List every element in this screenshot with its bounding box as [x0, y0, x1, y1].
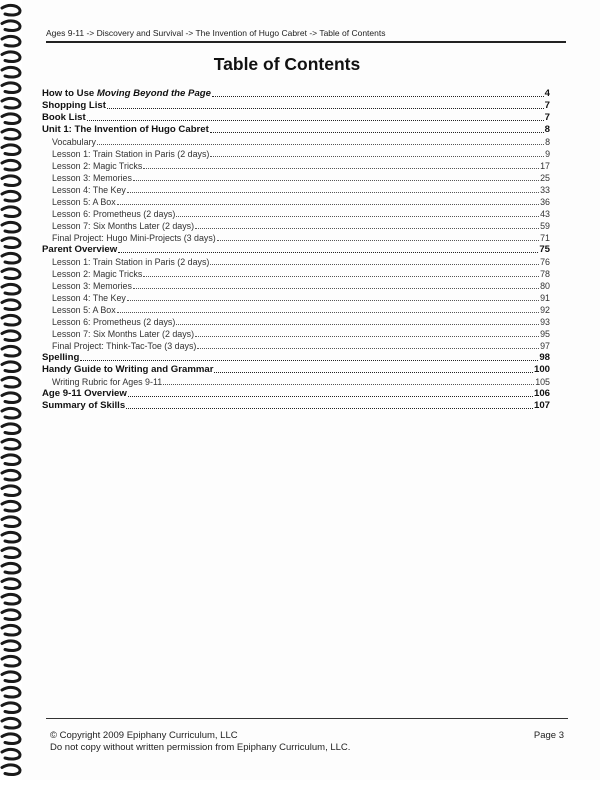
binding-coil [2, 5, 20, 15]
toc-entry-label: Book List [42, 112, 86, 123]
dot-leader [118, 251, 538, 253]
binding-coil [2, 377, 20, 387]
toc-entry-label-prefix: How to Use [42, 88, 97, 99]
binding-coil [2, 52, 20, 62]
toc-entry [42, 244, 550, 256]
toc-entry-page: 8 [545, 137, 550, 147]
dot-leader [197, 347, 539, 349]
binding-coil [2, 641, 20, 651]
toc-entry [42, 280, 550, 292]
toc-entry-label: Age 9-11 Overview [42, 388, 127, 399]
binding-coil [2, 532, 20, 542]
dot-leader [127, 299, 539, 301]
toc-entry-label: Lesson 6: Prometheus (2 days) [52, 209, 176, 219]
binding-coil [2, 253, 20, 263]
binding-coil [2, 687, 20, 697]
dot-leader [210, 155, 544, 157]
toc-entry-page: 9 [545, 149, 550, 159]
toc-entry-page: 4 [544, 88, 550, 99]
toc-entry-label: Lesson 4: The Key [52, 293, 126, 303]
toc-entry-label: Lesson 6: Prometheus (2 days) [52, 317, 176, 327]
dot-leader [217, 239, 539, 241]
toc-entry-label: Final Project: Think-Tac-Toe (3 days) [52, 341, 197, 351]
binding-coil [2, 439, 20, 449]
toc-entry [42, 112, 550, 124]
toc-entry-page: 43 [540, 209, 550, 219]
toc-entry [42, 256, 550, 268]
dot-leader [176, 215, 539, 217]
copyright-text: © Copyright 2009 Epiphany Curriculum, LLC [50, 730, 238, 741]
toc-entry [42, 352, 550, 364]
binding-coil [2, 269, 20, 279]
binding-coil [2, 21, 20, 31]
toc-entry-label: Vocabulary [52, 137, 96, 147]
dot-leader [126, 407, 533, 409]
binding-coil [2, 486, 20, 496]
table-of-contents [42, 88, 550, 412]
toc-entry-label: Shopping List [42, 100, 106, 111]
toc-entry-page: 8 [544, 124, 550, 135]
dot-leader [97, 143, 544, 145]
toc-entry [42, 304, 550, 316]
spiral-binding-graphic [0, 0, 22, 780]
toc-entry [42, 340, 550, 352]
binding-coil [2, 610, 20, 620]
binding-coil [2, 563, 20, 573]
toc-entry-page: 7 [544, 112, 550, 123]
binding-coil [2, 734, 20, 744]
toc-entry [42, 232, 550, 244]
toc-entry-page: 17 [540, 161, 550, 171]
toc-entry-page: 78 [540, 269, 550, 279]
binding-coil [2, 501, 20, 511]
toc-entry-label: Parent Overview [42, 244, 118, 255]
binding-coil [2, 98, 20, 108]
dot-leader [143, 167, 539, 169]
toc-entry-label: Lesson 5: A Box [52, 197, 116, 207]
binding-coil [2, 765, 20, 775]
dot-leader [87, 119, 544, 121]
toc-entry [42, 364, 550, 376]
toc-entry-label: Lesson 2: Magic Tricks [52, 161, 143, 171]
toc-entry-label: Writing Rubric for Ages 9-11 [52, 377, 163, 387]
binding-coil [2, 67, 20, 77]
toc-entry-page: 93 [540, 317, 550, 327]
toc-entry [42, 196, 550, 208]
toc-entry-page: 105 [535, 377, 550, 387]
toc-entry-page: 106 [533, 388, 550, 399]
toc-entry-label: Lesson 1: Train Station in Paris (2 days) [52, 257, 210, 267]
dot-leader [143, 275, 539, 277]
page-title: Table of Contents [213, 54, 361, 74]
binding-coil [2, 238, 20, 248]
copy-notice: Do not copy without written permission from Epiphany Curriculum, LLC. [50, 742, 351, 753]
toc-entry-page: 92 [540, 305, 550, 315]
dot-leader [128, 395, 533, 397]
toc-entry-label: Handy Guide to Writing and Grammar [42, 364, 214, 375]
toc-entry-page: 25 [540, 173, 550, 183]
toc-entry-page: 7 [544, 100, 550, 111]
binding-coil [2, 300, 20, 310]
toc-entry [42, 400, 550, 412]
toc-entry-page: 95 [540, 329, 550, 339]
spiral-binding [0, 0, 22, 780]
toc-entry [42, 376, 550, 388]
toc-entry-label [42, 88, 211, 100]
binding-coil [2, 517, 20, 527]
binding-coil [2, 160, 20, 170]
dot-leader [133, 179, 539, 181]
binding-coil [2, 331, 20, 341]
toc-entry-page: 36 [540, 197, 550, 207]
toc-entry [42, 268, 550, 280]
dot-leader [80, 359, 538, 361]
binding-coil [2, 625, 20, 635]
toc-entry-label: Unit 1: The Invention of Hugo Cabret [42, 124, 209, 135]
document-page [22, 0, 600, 780]
binding-coil [2, 749, 20, 759]
binding-coil [2, 36, 20, 46]
binding-coil [2, 176, 20, 186]
toc-entry-page: 97 [540, 341, 550, 351]
toc-entry [42, 148, 550, 160]
toc-entry-label: Lesson 2: Magic Tricks [52, 269, 143, 279]
toc-entry-page: 76 [540, 257, 550, 267]
breadcrumb: Ages 9-11 -> Discovery and Survival -> The Invention of Hugo Cabret -> Table of Contents [46, 28, 566, 43]
binding-coil [2, 129, 20, 139]
toc-entry [42, 184, 550, 196]
dot-leader [117, 311, 539, 313]
dot-leader [163, 383, 534, 385]
toc-entry-label: Lesson 3: Memories [52, 173, 132, 183]
binding-coil [2, 284, 20, 294]
toc-entry-label: Lesson 3: Memories [52, 281, 132, 291]
toc-entry [42, 160, 550, 172]
binding-coil [2, 548, 20, 558]
binding-coil [2, 207, 20, 217]
binding-coil [2, 393, 20, 403]
dot-leader [117, 203, 539, 205]
toc-entry-label: Final Project: Hugo Mini-Projects (3 days) [52, 233, 216, 243]
toc-entry [42, 100, 550, 112]
binding-coil [2, 362, 20, 372]
binding-coil [2, 718, 20, 728]
binding-coil [2, 83, 20, 93]
binding-coil [2, 470, 20, 480]
toc-entry-page: 80 [540, 281, 550, 291]
toc-entry-label: Lesson 5: A Box [52, 305, 116, 315]
footer-divider [46, 718, 568, 719]
dot-leader [107, 107, 544, 109]
toc-entry-page: 107 [533, 400, 550, 411]
toc-entry-page: 59 [540, 221, 550, 231]
dot-leader [133, 287, 539, 289]
binding-coil [2, 455, 20, 465]
dot-leader [212, 95, 544, 97]
dot-leader [127, 191, 539, 193]
toc-entry-page: 33 [540, 185, 550, 195]
toc-entry-page: 75 [539, 244, 550, 255]
binding-coil [2, 191, 20, 201]
toc-entry-label: Spelling [42, 352, 80, 363]
toc-entry [42, 208, 550, 220]
binding-coil [2, 703, 20, 713]
binding-coil [2, 424, 20, 434]
binding-coil [2, 114, 20, 124]
toc-entry-label: Lesson 1: Train Station in Paris (2 days) [52, 149, 210, 159]
footer [50, 730, 564, 754]
binding-coil [2, 579, 20, 589]
toc-entry-page: 98 [539, 352, 550, 363]
binding-coil [2, 594, 20, 604]
binding-coil [2, 145, 20, 155]
toc-entry-label: Lesson 7: Six Months Later (2 days) [52, 329, 195, 339]
binding-coil [2, 656, 20, 666]
dot-leader [176, 323, 539, 325]
dot-leader [195, 227, 539, 229]
toc-entry [42, 328, 550, 340]
toc-entry [42, 292, 550, 304]
page-number: Page 3 [533, 730, 564, 741]
dot-leader [210, 263, 539, 265]
binding-coil [2, 346, 20, 356]
toc-entry [42, 316, 550, 328]
binding-coil [2, 222, 20, 232]
toc-entry [42, 136, 550, 148]
toc-entry [42, 124, 550, 136]
toc-entry [42, 88, 550, 100]
binding-coil [2, 315, 20, 325]
toc-entry-label: Lesson 4: The Key [52, 185, 126, 195]
dot-leader [214, 371, 533, 373]
binding-coil [2, 408, 20, 418]
toc-entry [42, 388, 550, 400]
toc-entry-label: Summary of Skills [42, 400, 126, 411]
toc-entry [42, 172, 550, 184]
toc-entry-label-italic: Moving Beyond the Page [96, 88, 211, 99]
binding-coil [2, 672, 20, 682]
toc-entry-page: 91 [540, 293, 550, 303]
dot-leader [195, 335, 539, 337]
toc-entry [42, 220, 550, 232]
dot-leader [210, 131, 544, 133]
toc-entry-label: Lesson 7: Six Months Later (2 days) [52, 221, 195, 231]
toc-entry-page: 100 [533, 364, 550, 375]
toc-entry-page: 71 [540, 233, 550, 243]
